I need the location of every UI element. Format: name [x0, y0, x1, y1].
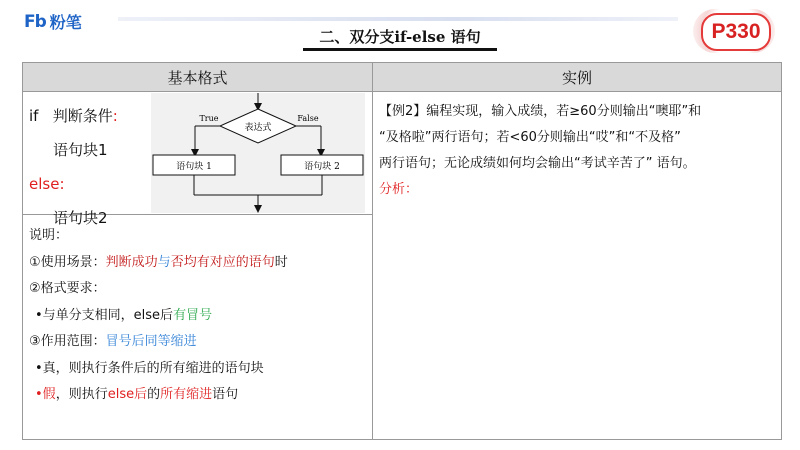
- note-1-red2: 否: [170, 254, 184, 270]
- note-3-sub1: •真，则执行条件后的所有缩进的语句块: [35, 360, 264, 376]
- note-3-prefix: ③作用范围：: [29, 334, 106, 349]
- note-1-red1: 判断成功: [105, 254, 158, 270]
- example-block: [379, 99, 777, 203]
- condition-text: 判断条件: [52, 107, 113, 125]
- note-3-sub2-red2: else后: [107, 387, 148, 402]
- flow-block1-label: 语句块 1: [176, 162, 212, 172]
- false-label: False: [297, 114, 319, 123]
- note-1-blue: 与: [157, 254, 171, 270]
- title-underline: [303, 48, 496, 51]
- page-title: [303, 26, 496, 49]
- example-analysis: 分析：: [379, 182, 419, 197]
- code-line-block2: 语句块2: [53, 209, 108, 227]
- true-label: True: [199, 114, 219, 123]
- note-3-sub2-bullet: •: [35, 387, 43, 402]
- note-3-sub2-end: 语句: [212, 387, 239, 402]
- header-basic-format: 基本格式: [23, 63, 373, 92]
- colon: :: [112, 107, 118, 125]
- notes-block: [29, 223, 288, 409]
- note-2: ②格式要求：: [29, 281, 106, 296]
- note-3-sub2-mid2: 的: [147, 387, 161, 402]
- note-3-sub2: [29, 382, 288, 409]
- notes-heading: 说明：: [29, 228, 69, 243]
- note-2-sub-prefix: •与单分支相同，else后: [35, 307, 174, 323]
- flowchart: [151, 93, 365, 213]
- page-title-text: 二、双分支if-else 语句: [319, 28, 481, 46]
- page-badge: P330: [701, 13, 771, 51]
- note-1-prefix: ①使用场景：: [29, 254, 106, 270]
- flow-block2-label: 语句块 2: [304, 162, 340, 172]
- note-1: [29, 250, 288, 277]
- code-line-if: [29, 99, 118, 133]
- logo-text: 粉笔: [49, 13, 82, 32]
- if-keyword: if: [29, 107, 39, 125]
- content-table: [22, 62, 782, 440]
- note-1-red3: 均有对应的语句: [183, 254, 275, 270]
- note-3-sub2-red1: 假: [42, 387, 56, 402]
- note-2-sub-green: 有冒号: [173, 307, 213, 323]
- header-example: 实例: [373, 63, 781, 92]
- code-line-else: else:: [29, 175, 65, 193]
- note-3-sub2-red3: 所有缩进: [160, 387, 213, 402]
- note-3: [29, 329, 288, 356]
- title-wrap: [0, 26, 800, 49]
- example-line-2: “及格啦”两行语句；若<60分则输出“哎”和“不及格”: [379, 130, 681, 145]
- note-2-sub: [29, 303, 288, 330]
- flowchart-svg: [151, 93, 365, 213]
- note-3-sub2-mid1: ，则执行: [55, 387, 108, 402]
- code-line-block1: 语句块1: [53, 141, 108, 159]
- syntax-block: [29, 99, 118, 235]
- column-divider: [372, 91, 373, 439]
- example-line-1: 【例2】编程实现，输入成绩，若≥60分则输出“噢耶”和: [379, 104, 702, 119]
- note-1-suffix: 时: [274, 254, 288, 270]
- logo-mark: Fb: [24, 11, 46, 32]
- header-bar: [118, 17, 678, 21]
- decision-label: 表达式: [244, 123, 272, 133]
- example-line-3: 两行语句；无论成绩如何均会输出“考试辛苦了” 语句。: [379, 156, 696, 171]
- note-3-blue: 冒号后同等缩进: [105, 334, 197, 349]
